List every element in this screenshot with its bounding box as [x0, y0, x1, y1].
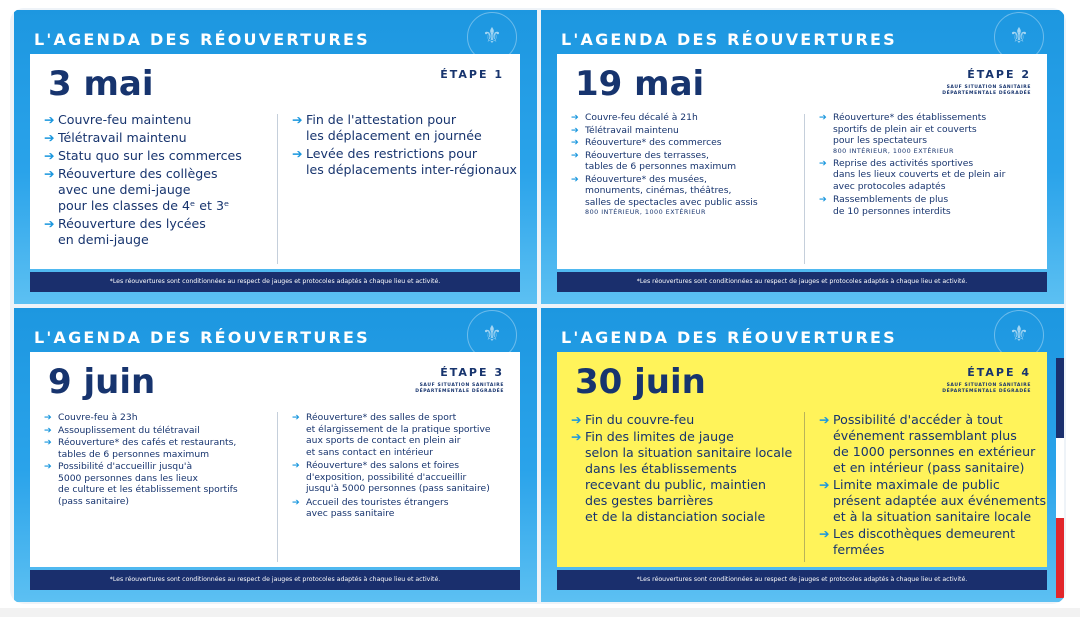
column-divider [804, 114, 805, 264]
measure-text: Télétravail maintenu [58, 130, 187, 145]
measure-text: Statu quo sur les commerces [58, 148, 242, 163]
measure-item [44, 216, 242, 248]
measure-text: Réouverture des collèges avec une demi-jauge pour les classes de 4ᵉ et 3ᵉ [58, 166, 230, 213]
stage-date: 3 mai [48, 64, 154, 104]
capacity-note: 800 INTÉRIEUR, 1000 EXTÉRIEUR [585, 208, 706, 216]
arrow-icon: ➔ [571, 112, 579, 123]
stage-2-card [557, 54, 1047, 269]
measure-item [44, 412, 238, 424]
stage-1-card [30, 54, 520, 269]
stage-condition: SAUF SITUATION SANITAIRE DÉPARTEMENTALE DÉGRADÉE [415, 383, 504, 394]
measure-item [44, 112, 242, 128]
arrow-icon: ➔ [44, 112, 55, 127]
arrow-icon: ➔ [44, 412, 52, 423]
footer-note: *Les réouvertures sont conditionnées au respect de jauges et protocoles adaptés à chaque lieu et activité. [557, 272, 1047, 292]
measure-item [571, 112, 758, 124]
marianne-seal-icon: ⚜ [467, 310, 517, 360]
measure-item [292, 497, 491, 520]
stage-date: 19 mai [575, 64, 705, 104]
arrow-icon: ➔ [292, 146, 303, 161]
page-bottom-strip [0, 608, 1080, 617]
arrow-icon: ➔ [44, 148, 55, 163]
measure-item [571, 150, 758, 173]
measure-text: Couvre-feu décalé à 21h [585, 112, 698, 123]
arrow-icon: ➔ [571, 124, 579, 136]
footer-note: *Les réouvertures sont conditionnées au respect de jauges et protocoles adaptés à chaque lieu et activité. [30, 570, 520, 590]
measure-item [44, 166, 242, 214]
measure-item [44, 148, 242, 164]
measure-item [571, 412, 792, 428]
measure-text: Couvre-feu à 23h [58, 412, 138, 423]
column-divider [804, 412, 805, 562]
stage-3-panel [14, 308, 537, 602]
marianne-seal-icon: ⚜ [994, 12, 1044, 62]
measure-item [819, 194, 1005, 217]
arrow-icon: ➔ [44, 424, 52, 436]
measure-item [819, 158, 1005, 193]
measure-item [292, 146, 517, 178]
arrow-icon: ➔ [44, 437, 52, 448]
measure-text: Télétravail maintenu [585, 124, 679, 136]
footer-note: *Les réouvertures sont conditionnées au respect de jauges et protocoles adaptés à chaque lieu et activité. [557, 570, 1047, 590]
stage-date: 30 juin [575, 362, 706, 402]
arrow-icon: ➔ [571, 429, 582, 444]
left-measures [44, 412, 238, 507]
arrow-icon: ➔ [292, 112, 303, 127]
arrow-icon: ➔ [44, 166, 55, 181]
measure-text: Réouverture* des salles de sport et élargissement de la pratique sportive aux sports de contact en plein air et sans contact en intérieur [306, 412, 491, 458]
arrow-icon: ➔ [571, 149, 579, 161]
measure-item [819, 412, 1046, 476]
measure-item [819, 477, 1046, 525]
marianne-seal-icon: ⚜ [994, 310, 1044, 360]
measure-text: Réouverture* des musées, monuments, cinémas, théâtres, salles de spectacles avec public assis [585, 173, 758, 208]
left-measures [44, 112, 242, 248]
right-measures [292, 112, 517, 178]
arrow-icon: ➔ [292, 496, 300, 508]
panel-header-title: L'AGENDA DES RÉOUVERTURES [34, 328, 370, 347]
measure-text: Accueil des touristes étrangers avec pass sanitaire [306, 496, 449, 519]
panel-header-title: L'AGENDA DES RÉOUVERTURES [561, 30, 897, 49]
column-divider [277, 412, 278, 562]
panel-header-title: L'AGENDA DES RÉOUVERTURES [34, 30, 370, 49]
measure-item [819, 526, 1046, 558]
arrow-icon: ➔ [819, 477, 830, 492]
measure-item [819, 112, 1005, 147]
measure-text: Réouverture* des commerces [585, 137, 722, 148]
measure-item [44, 437, 238, 460]
marianne-seal-icon: ⚜ [467, 12, 517, 62]
measure-text: Les discothèques demeurent fermées [833, 526, 1016, 557]
column-divider [277, 114, 278, 264]
measure-text: Reprise des activités sportives dans les lieux couverts et de plein air avec protocoles adaptés [833, 157, 1006, 192]
measure-item [571, 174, 758, 209]
flag-white-band [1056, 438, 1064, 518]
arrow-icon: ➔ [819, 112, 827, 123]
flag-red-band [1056, 518, 1064, 598]
right-measures [819, 112, 1005, 217]
stage-label: ÉTAPE 3 [440, 366, 504, 379]
measure-text: Couvre-feu maintenu [58, 112, 192, 127]
arrow-icon: ➔ [292, 460, 300, 471]
arrow-icon: ➔ [44, 216, 55, 231]
stage-4-panel [541, 308, 1064, 602]
arrow-icon: ➔ [44, 461, 52, 472]
measure-text: Réouverture* des cafés et restaurants, tables de 6 personnes maximum [58, 437, 237, 460]
right-measures [819, 412, 1046, 558]
measure-text: Assouplissement du télétravail [58, 424, 200, 436]
french-flag-stripe [1056, 358, 1064, 598]
flag-blue-band [1056, 358, 1064, 438]
measure-text: Fin de l'attestation pour les déplacement en journée [306, 112, 482, 143]
stage-condition: SAUF SITUATION SANITAIRE DÉPARTEMENTALE DÉGRADÉE [942, 383, 1031, 394]
stage-4-card [557, 352, 1047, 567]
arrow-icon: ➔ [44, 130, 55, 145]
measure-text: Réouverture des terrasses, tables de 6 personnes maximum [585, 149, 737, 172]
arrow-icon: ➔ [819, 194, 827, 205]
agenda-image-frame [10, 8, 1066, 604]
arrow-icon: ➔ [819, 526, 830, 541]
measure-text: Limite maximale de public présent adaptée aux événements et à la situation sanitaire locale [833, 477, 1047, 524]
arrow-icon: ➔ [571, 137, 579, 148]
stage-1-panel [14, 10, 537, 304]
stage-label: ÉTAPE 1 [440, 68, 504, 81]
measure-text: Rassemblements de plus de 10 personnes interdits [833, 194, 951, 217]
measure-item [44, 130, 242, 146]
stage-3-card [30, 352, 520, 567]
footer-note: *Les réouvertures sont conditionnées au respect de jauges et protocoles adaptés à chaque lieu et activité. [30, 272, 520, 292]
arrow-icon: ➔ [819, 157, 827, 169]
measure-text: Réouverture des lycées en demi-jauge [58, 216, 206, 247]
arrow-icon: ➔ [292, 412, 300, 423]
measure-text: Fin des limites de jauge selon la situation sanitaire locale dans les établissements recevant du public, maintien des gestes barrières et de la distanciation sociale [585, 429, 793, 524]
panel-header-title: L'AGENDA DES RÉOUVERTURES [561, 328, 897, 347]
measure-text: Possibilité d'accéder à tout événement rassemblant plus de 1000 personnes en extérieur et en intérieur (pass sanitaire) [833, 412, 1036, 475]
measure-item [292, 460, 491, 495]
measure-item [571, 125, 758, 137]
stage-label: ÉTAPE 2 [967, 68, 1031, 81]
arrow-icon: ➔ [571, 173, 579, 185]
measure-item [571, 137, 758, 149]
measure-text: Fin du couvre-feu [585, 412, 695, 427]
measure-text: Réouverture* des établissements sportifs de plein air et couverts pour les spectateurs [833, 112, 987, 146]
stage-label: ÉTAPE 4 [967, 366, 1031, 379]
stage-date: 9 juin [48, 362, 156, 402]
measure-text: Possibilité d'accueillir jusqu'à 5000 personnes dans les lieux de culture et les établissement sportifs (pass sanitaire) [58, 461, 238, 507]
left-measures [571, 412, 792, 525]
measure-item [44, 461, 238, 507]
measure-item [44, 425, 238, 437]
capacity-note: 800 INTÉRIEUR, 1000 EXTÉRIEUR [833, 146, 954, 155]
measure-item [292, 412, 491, 458]
left-measures [571, 112, 758, 217]
stage-2-panel [541, 10, 1064, 304]
measure-text: Levée des restrictions pour les déplacements inter-régionaux [306, 146, 518, 177]
arrow-icon: ➔ [571, 412, 582, 427]
arrow-icon: ➔ [819, 412, 830, 427]
measure-item [292, 112, 517, 144]
measure-text: Réouverture* des salons et foires d'exposition, possibilité d'accueillir jusqu'à 5000 personnes (pass sanitaire) [306, 460, 490, 494]
stage-condition: SAUF SITUATION SANITAIRE DÉPARTEMENTALE DÉGRADÉE [942, 85, 1031, 96]
measure-item [571, 429, 792, 525]
right-measures [292, 412, 491, 520]
